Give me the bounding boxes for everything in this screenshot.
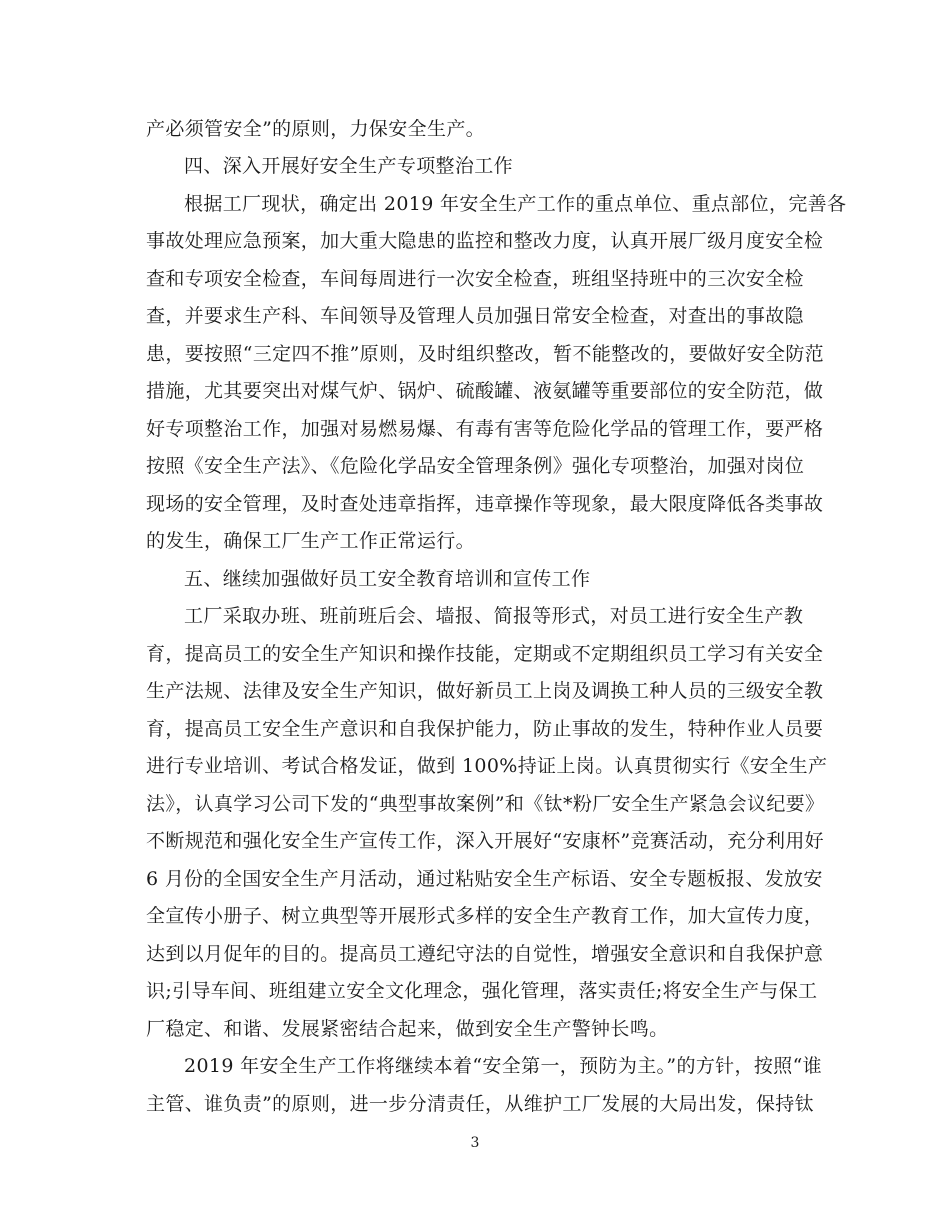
text-line: 好专项整治工作，加强对易燃易爆、有毒有害等危险化学品的管理工作，要严格 [146,418,824,440]
section-heading: 五、继续加强做好员工安全教育培训和宣传工作 [184,568,591,590]
text-line: 育，提高员工安全生产意识和自我保护能力，防止事故的发生，特种作业人员要 [146,718,824,740]
text-line: 识;引导车间、班组建立安全文化理念，强化管理，落实责任;将安全生产与保工 [146,980,818,1002]
text-line: 措施，尤其要突出对煤气炉、锅炉、硫酸罐、液氨罐等重要部位的安全防范，做 [146,380,824,402]
text-line: 法》，认真学习公司下发的“典型事故案例”和《钛*粉厂安全生产紧急会议纪要》 [146,793,825,815]
text-line: 事故处理应急预案，加大重大隐患的监控和整改力度，认真开展厂级月度安全检 [146,230,824,252]
text-line: 主管、谁负责”的原则，进一步分清责任，从维护工厂发展的大局出发，保持钛 [146,1093,814,1115]
page-number: 3 [470,1135,480,1151]
text-line: 查和专项安全检查，车间每周进行一次安全检查，班组坚持班中的三次安全检 [146,268,804,290]
text-line: 2019 年安全生产工作将继续本着“安全第一，预防为主。”的方针，按照“谁 [184,1055,822,1077]
text-line: 的发生，确保工厂生产工作正常运行。 [146,530,475,552]
text-line: 不断规范和强化安全生产宣传工作，深入开展好“安康杯”竞赛活动，充分利用好 [146,830,825,852]
text-line: 根据工厂现状，确定出 2019 年安全生产工作的重点单位、重点部位，完善各 [184,193,847,215]
text-line: 现场的安全管理，及时查处违章指挥，违章操作等现象，最大限度降低各类事故 [146,493,824,515]
text-line: 工厂采取办班、班前班后会、墙报、简报等形式，对员工进行安全生产教 [184,605,804,627]
text-line: 达到以月促年的目的。提高员工遵纪守法的自觉性，增强安全意识和自我保护意 [146,943,824,965]
text-line: 按照《安全生产法》、《危险化学品安全管理条例》强化专项整治，加强对岗位 [146,455,805,477]
text-line: 6 月份的全国安全生产月活动，通过粘贴安全生产标语、安全专题板报、发放安 [146,868,823,890]
text-line: 生产法规、法律及安全生产知识，做好新员工上岗及调换工种人员的三级安全教 [146,680,824,702]
text-line: 进行专业培训、考试合格发证，做到 100%持证上岗。认真贯彻实行《安全生产 [146,755,828,777]
text-line: 产必须管安全”的原则，力保安全生产。 [146,118,486,140]
text-line: 育，提高员工的安全生产知识和操作技能，定期或不定期组织员工学习有关安全 [146,643,824,665]
text-line: 患，要按照“三定四不推”原则，及时组织整改，暂不能整改的，要做好安全防范 [146,343,825,365]
section-heading: 四、深入开展好安全生产专项整治工作 [184,155,513,177]
text-line: 厂稳定、和谐、发展紧密结合起来，做到安全生产警钟长鸣。 [146,1018,669,1040]
text-line: 全宣传小册子、树立典型等开展形式多样的安全生产教育工作，加大宣传力度， [146,905,824,927]
text-line: 查，并要求生产科、车间领导及管理人员加强日常安全检查，对查出的事故隐 [146,305,804,327]
